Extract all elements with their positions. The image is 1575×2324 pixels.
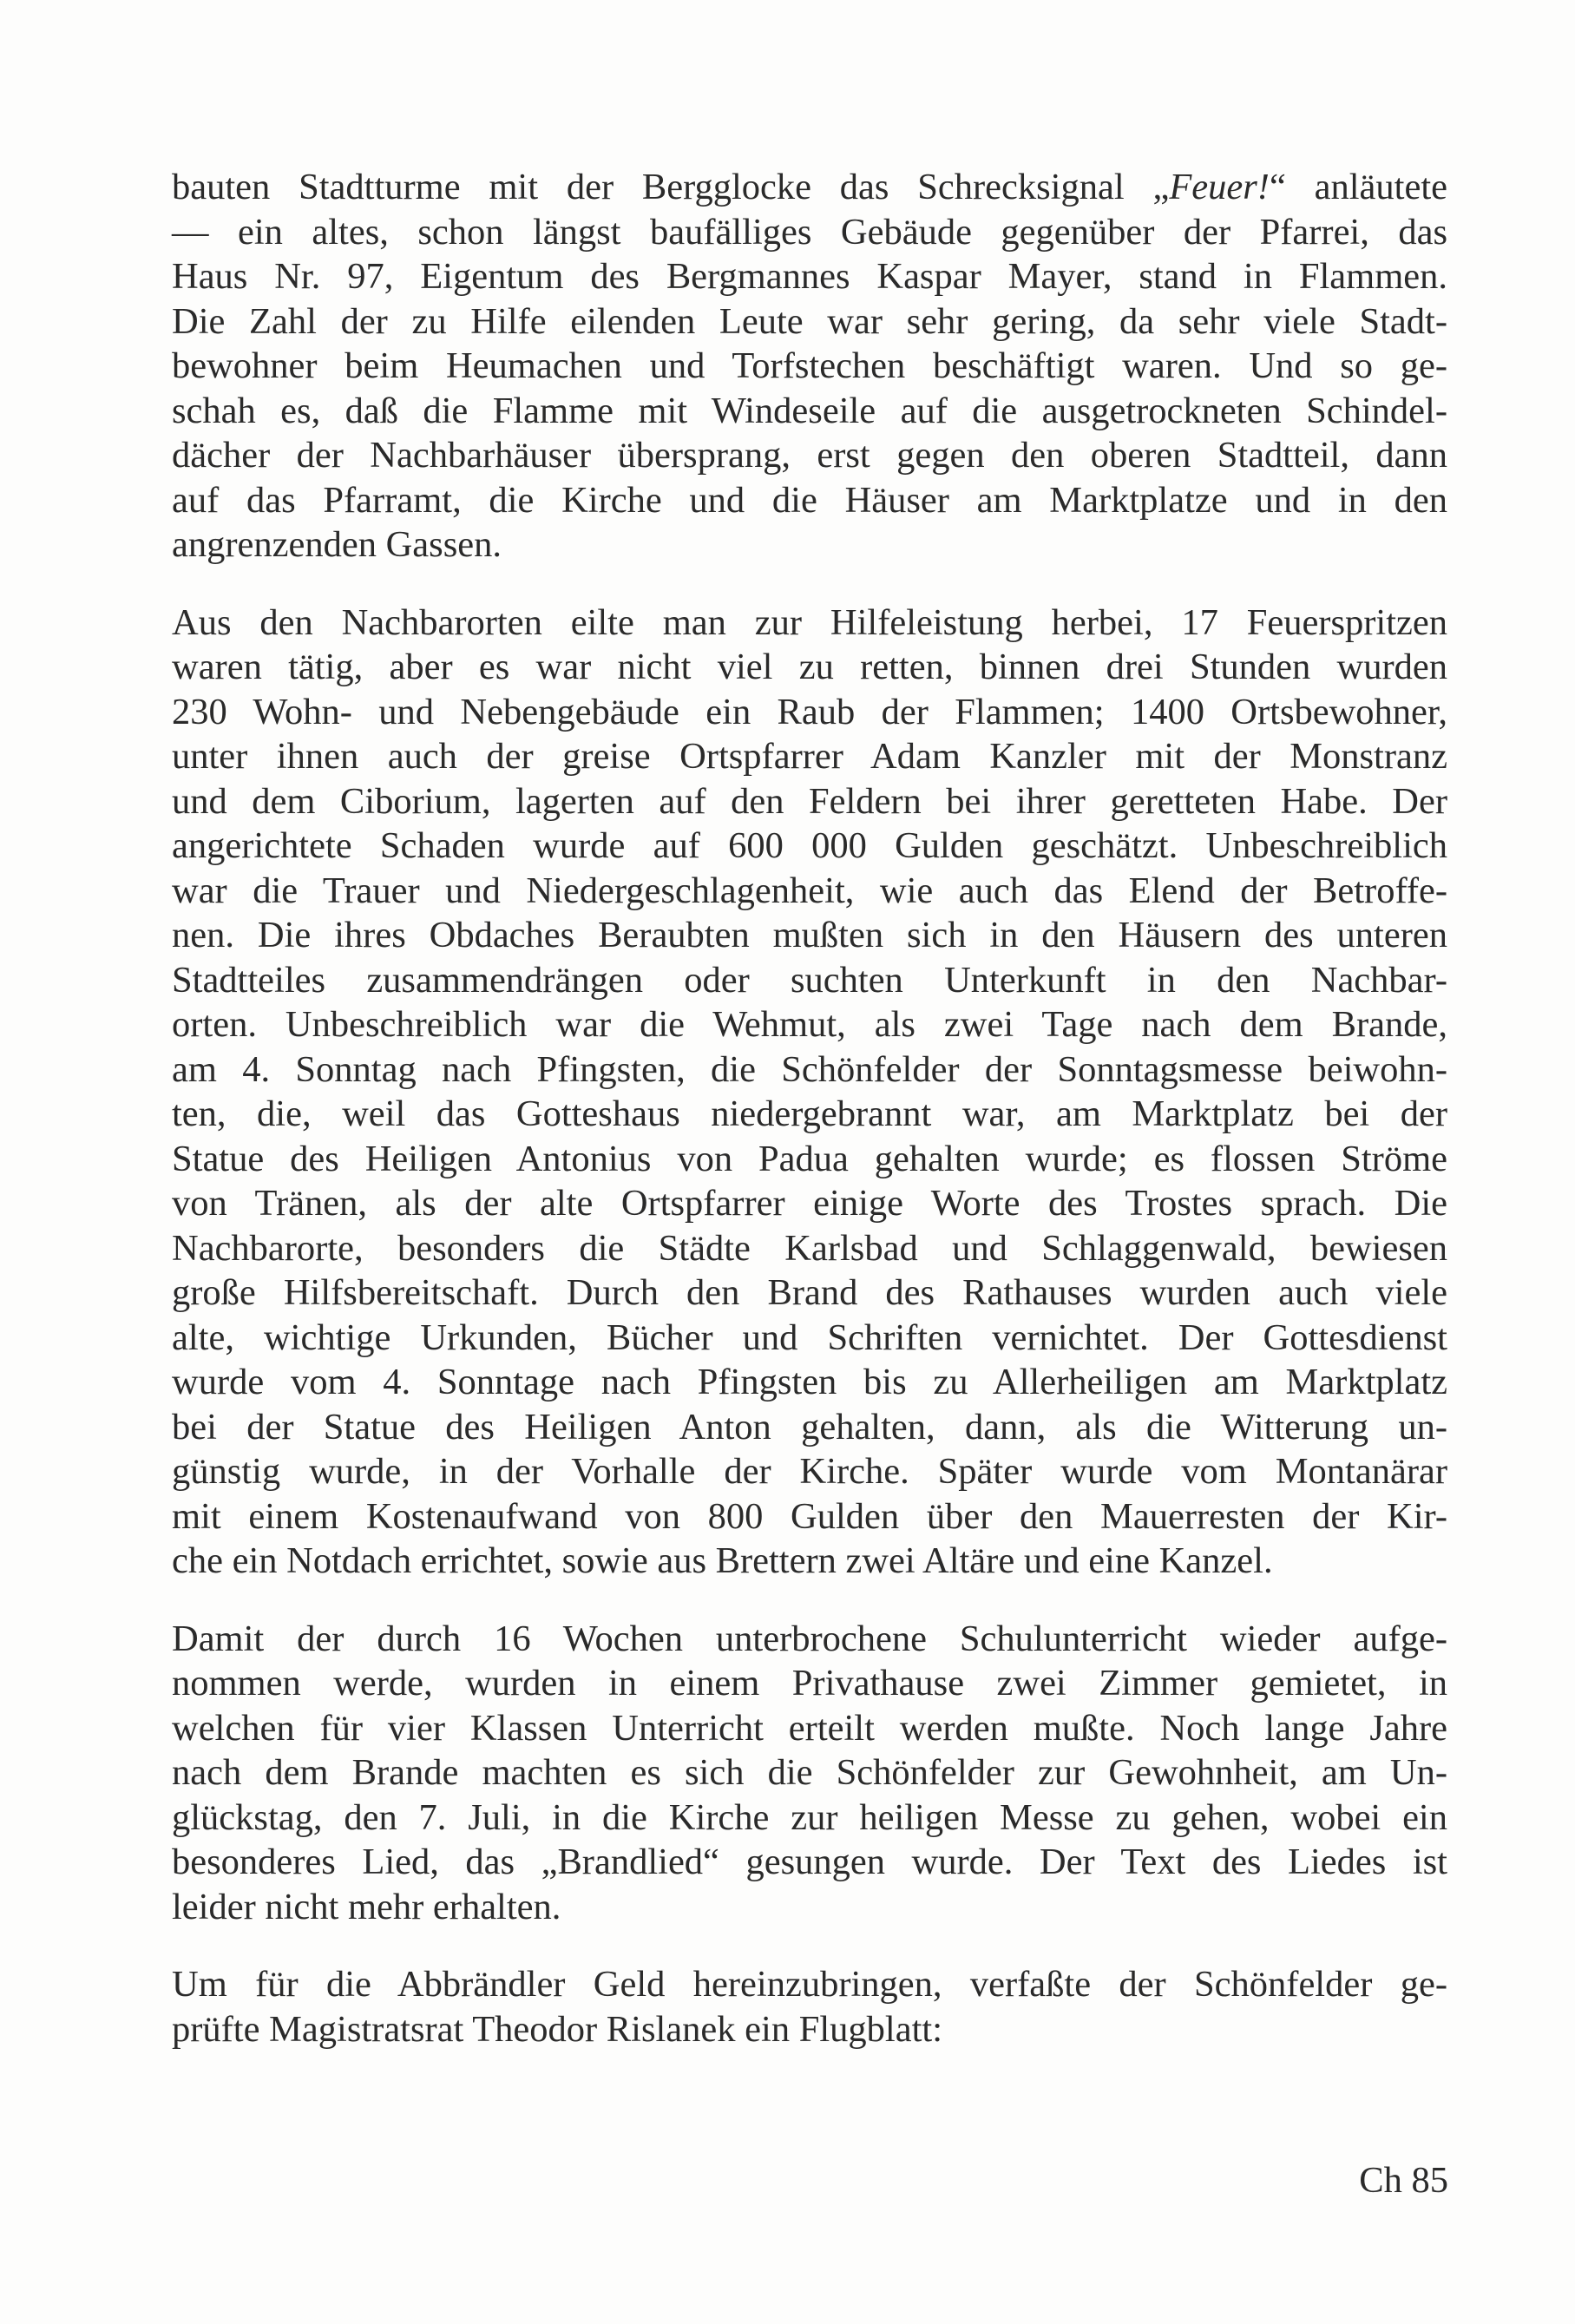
text-line: waren tätig, aber es war nicht viel zu retten, binnen drei Stunden wurden [172, 647, 1447, 687]
text-line: Aus den Nachbarorten eilte man zur Hilfeleistung herbei, 17 Feuerspritzen [172, 601, 1447, 643]
text-line: und dem Ciborium, lagerten auf den Feldern bei ihrer geretteten Habe. Der [172, 780, 1447, 822]
text-line: welchen für vier Klassen Unterricht erteilt werden mußte. Noch lange Jahre [172, 1707, 1447, 1749]
text-line: auf das Pfarramt, die Kirche und die Häuser am Marktplatze und in den [172, 479, 1447, 521]
text-line: bei der Statue des Heiligen Anton gehalten, dann, als die Witterung un- [172, 1406, 1447, 1448]
text-line: Um für die Abbrändler Geld hereinzubringen, verfaßte der Schönfelder ge- [172, 1964, 1447, 2005]
text-line: orten. Unbeschreiblich war die Wehmut, als zwei Tage nach dem Brande, [172, 1004, 1447, 1045]
text-line: bewohner beim Heumachen und Torfstechen beschäftigt waren. Und so ge- [172, 345, 1447, 386]
text-line: prüfte Magistratsrat Theodor Rislanek ein Flugblatt: [172, 2008, 942, 2050]
text-line: am 4. Sonntag nach Pfingsten, die Schönfelder der Sonntagsmesse beiwohn- [172, 1048, 1447, 1090]
text-line: Nachbarorte, besonders die Städte Karlsbad und Schlaggenwald, bewiesen [172, 1227, 1447, 1269]
text-line: — ein altes, schon längst baufälliges Gebäude gegenüber der Pfarrei, das [172, 211, 1447, 253]
text-line: angerichtete Schaden wurde auf 600 000 Gulden geschätzt. Unbeschreiblich [172, 825, 1447, 866]
body-text [172, 165, 1447, 2052]
text-line: bauten Stadtturme mit der Bergglocke das Schrecksignal „Feuer!“ anläutete [172, 167, 1447, 207]
text-line: besonderes Lied, das „Brandlied“ gesungen wurde. Der Text des Liedes ist [172, 1841, 1447, 1882]
paragraph [172, 601, 1447, 1584]
paragraph-gap [172, 1584, 1447, 1617]
text-line: günstig wurde, in der Vorhalle der Kirche. Später wurde vom Montanärar [172, 1451, 1447, 1492]
paragraph [172, 1617, 1447, 1930]
text-line: angrenzenden Gassen. [172, 524, 502, 565]
page-number: Ch 85 [1359, 2160, 1448, 2201]
text-line: Stadtteiles zusammendrängen oder suchten Unterkunft in den Nachbar- [172, 959, 1447, 1001]
text-line: Die Zahl der zu Hilfe eilenden Leute war sehr gering, da sehr viele Stadt- [172, 300, 1447, 342]
text-line: 230 Wohn- und Nebengebäude ein Raub der Flammen; 1400 Ortsbewohner, [172, 691, 1447, 732]
text-line: leider nicht mehr erhalten. [172, 1886, 561, 1927]
text-line: ten, die, weil das Gotteshaus niedergebrannt war, am Marktplatz bei der [172, 1093, 1447, 1134]
text-line: große Hilfsbereitschaft. Durch den Brand des Rathauses wurden auch viele [172, 1272, 1447, 1313]
text-line: alte, wichtige Urkunden, Bücher und Schriften vernichtet. Der Gottesdienst [172, 1316, 1447, 1358]
text-line: unter ihnen auch der greise Ortspfarrer Adam Kanzler mit der Monstranz [172, 736, 1447, 777]
text-line: von Tränen, als der alte Ortspfarrer einige Worte des Trostes sprach. Die [172, 1183, 1447, 1224]
text-line: Damit der durch 16 Wochen unterbrochene Schulunterricht wieder aufge- [172, 1618, 1447, 1659]
text-line: nach dem Brande machten es sich die Schönfelder zur Gewohnheit, am Un- [172, 1752, 1447, 1793]
text-line: wurde vom 4. Sonntage nach Pfingsten bis zu Allerheiligen am Marktplatz [172, 1362, 1447, 1402]
text-line: dächer der Nachbarhäuser übersprang, erst gegen den oberen Stadtteil, dann [172, 435, 1447, 476]
paragraph-gap [172, 568, 1447, 601]
paragraph-gap [172, 1929, 1447, 1962]
text-line: nommen werde, wurden in einem Privathause zwei Zimmer gemietet, in [172, 1663, 1447, 1704]
text-line: Haus Nr. 97, Eigentum des Bergmannes Kaspar Mayer, stand in Flammen. [172, 256, 1447, 297]
text-line: mit einem Kostenaufwand von 800 Gulden über den Mauerresten der Kir- [172, 1495, 1447, 1537]
text-line: war die Trauer und Niedergeschlagenheit, wie auch das Elend der Betroffe- [172, 870, 1447, 911]
text-line: che ein Notdach errichtet, sowie aus Brettern zwei Altäre und eine Kanzel. [172, 1540, 1273, 1581]
paragraph [172, 1962, 1447, 2052]
text-line: glückstag, den 7. Juli, in die Kirche zur heiligen Messe zu gehen, wobei ein [172, 1796, 1447, 1838]
paragraph [172, 165, 1447, 568]
text-line: Statue des Heiligen Antonius von Padua gehalten wurde; es flossen Ströme [172, 1138, 1447, 1179]
text-line: nen. Die ihres Obdaches Beraubten mußten sich in den Häusern des unteren [172, 915, 1447, 955]
text-line: schah es, daß die Flamme mit Windeseile auf die ausgetrockneten Schindel- [172, 390, 1447, 431]
